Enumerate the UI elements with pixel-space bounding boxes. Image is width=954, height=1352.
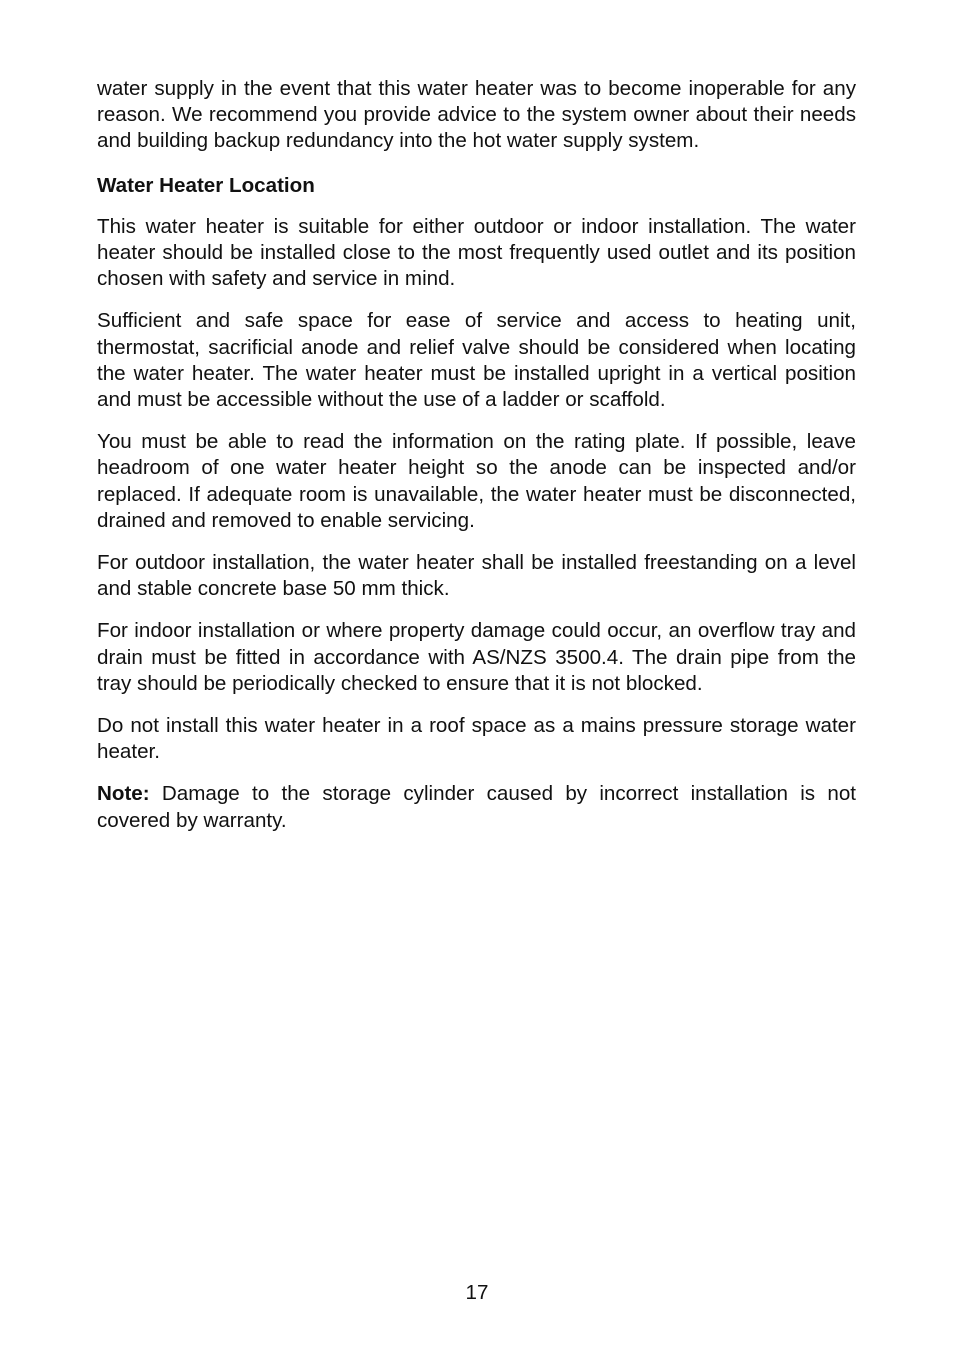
paragraph-suitability: This water heater is suitable for either outdoor or indoor installation. The water heater should be installed close to the most frequently used outlet and its position chosen with safety and service in mind. xyxy=(97,214,856,291)
page-number: 17 xyxy=(465,1281,489,1304)
paragraph-roof-space: Do not install this water heater in a roof space as a mains pressure storage water heater. xyxy=(97,714,856,764)
paragraph-service-space: Sufficient and safe space for ease of service and access to heating unit, thermostat, sacrificial anode and relief valve should be considered when locating the water heater. The water heater must be installed upright in a vertical position and must be accessible without the use of a ladder or scaffold. xyxy=(97,309,856,412)
paragraph-rating-plate: You must be able to read the information on the rating plate. If possible, leave headroom of one water heater height so the anode can be inspected and/or replaced. If adequate room is unavailable, the water heater must be disconnected, drained and removed to enable servicing. xyxy=(97,430,856,532)
note-text: Damage to the storage cylinder caused by incorrect installation is not covered by warranty. xyxy=(97,782,856,832)
paragraph-outdoor-installation: For outdoor installation, the water heater shall be installed freestanding on a level and stable concrete base 50 mm thick. xyxy=(97,551,856,601)
note-label: Note: xyxy=(97,782,150,806)
section-heading: Water Heater Location xyxy=(97,173,315,197)
note-paragraph xyxy=(97,781,856,833)
paragraph-indoor-installation: For indoor installation or where property damage could occur, an overflow tray and drain must be fitted in accordance with AS/NZS 3500.4. The drain pipe from the tray should be periodically checked to ensure that it is not blocked. xyxy=(97,619,856,695)
document-page xyxy=(97,76,856,850)
intro-paragraph: water supply in the event that this water heater was to become inoperable for any reason. We recommend you provide advice to the system owner about their needs and building backup redundancy into the hot water supply system. xyxy=(97,77,856,153)
